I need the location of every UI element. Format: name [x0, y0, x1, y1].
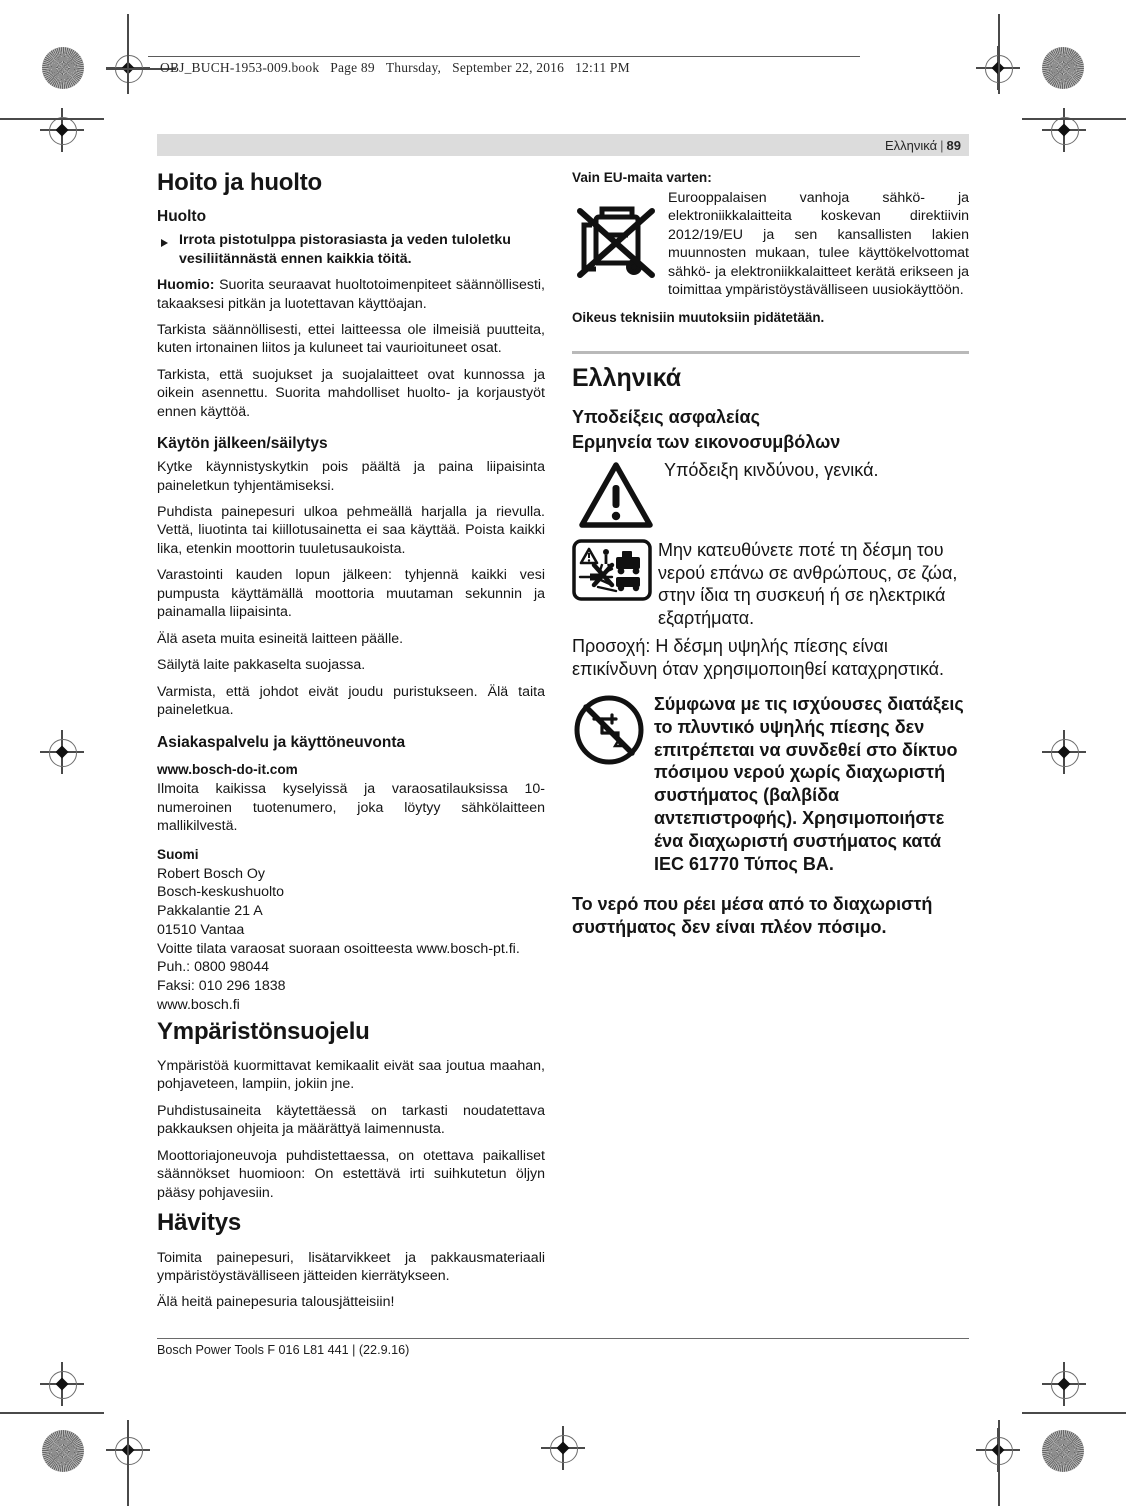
heading-country-finland: Suomi	[157, 846, 199, 862]
greek-warning-general-body	[664, 459, 969, 489]
eu-disposal-text: Eurooppalaisen vanhoja sähkö- ja elektroniikkalaitteita koskevan direktiivin 2012/19/EU ja sen kansallisten lakien muunnosten mukaan, tulee käyttökelvottomat sähkö- ja elektroniikkalaitteet kerätä erikseen ja toimittaa ympäristöystävälliseen uusiokäyttöön.	[668, 190, 969, 299]
registration-crosshair-right-middle	[1042, 730, 1086, 774]
file-header-time: 12:11 PM	[575, 60, 630, 75]
note-text: Suorita seuraavat huoltotoimenpiteet säännöllisesti, takaaksesi pitkän ja luotettavan käyttöajan.	[157, 277, 545, 312]
heading-eu-only: Vain EU-maita varten:	[572, 170, 712, 185]
triangle-bullet-icon	[157, 231, 179, 268]
env-para-3: Moottoriajoneuvoja puhdistettaessa, on otettava paikalliset säännökset huomioon: On estettävä irti suihkutetun öljyn pääsy pohjavesiin.	[157, 1147, 545, 1201]
registration-burst-top-left	[42, 47, 84, 89]
address-line-phone: Puh.: 0800 98044	[157, 959, 270, 976]
technical-changes-note: Oikeus teknisiin muutoksiin pidätetään.	[572, 309, 825, 325]
registration-crosshair-right-lower	[1042, 1362, 1086, 1406]
heading-greek-safety: Υποδείξεις ασφαλείας	[572, 406, 760, 427]
heading-maintenance: Huolto	[157, 208, 207, 226]
address-line-fax: Faksi: 010 296 1838	[157, 978, 286, 995]
file-header-filename: OBJ_BUCH-1953-009.book	[160, 60, 320, 75]
para-check-1: Tarkista säännöllisesti, ettei laitteessa ole ilmeisiä puutteita, kuten irtonainen liitos ja kuluneet tai vaurioituneet osat.	[157, 322, 545, 357]
greek-backflow-body	[654, 693, 969, 883]
page-number: 89	[946, 137, 961, 153]
crop-rule-right-upper	[1022, 118, 1126, 120]
crop-rule-left-lower	[0, 1412, 104, 1414]
disposal-para-1: Toimita painepesuri, lisätarvikkeet ja pakkausmateriaali ympäristöystävälliseen jätteiden kierrätykseen.	[157, 1249, 545, 1284]
greek-backflow-row	[572, 693, 969, 883]
greek-spray-warning-body	[658, 539, 969, 637]
file-header	[160, 60, 641, 76]
storage-para-5: Säilytä laite pakkaselta suojassa.	[157, 657, 366, 674]
address-block	[157, 865, 545, 1015]
greek-backflow-text: Σύμφωνα με τις ισχύουσες διατάξεις το πλυντικό υψηλής πίεσης δεν επιτρέπεται να συνδεθεί στο δίκτυο πόσιμου νερού χωρίς διαχωριστή συστήματος (βαλβίδα αντεπιστροφής). Χρησιμοποιήστε ένα διαχωριστή συστήματος κατά IEC 61770 Τύπος BA.	[654, 693, 964, 874]
address-line: 01510 Vantaa	[157, 921, 245, 938]
service-website[interactable]: www.bosch-do-it.com	[157, 762, 298, 778]
heading-storage: Käytön jälkeen/säilytys	[157, 435, 328, 453]
registration-crosshair-right-upper	[1042, 108, 1086, 152]
file-header-date: September 22, 2016	[452, 60, 565, 75]
crop-rule-left-upper	[0, 118, 104, 120]
running-head	[157, 134, 969, 156]
heading-environment: Ympäristönsuojelu	[157, 1017, 370, 1045]
footer-text: Bosch Power Tools F 016 L81 441 | (22.9.16)	[157, 1343, 410, 1358]
greek-caution-text: Προσοχή: Η δέσμη υψηλής πίεσης είναι επικίνδυνη όταν χρησιμοποιηθεί καταχρηστικά.	[572, 636, 945, 680]
crop-rule-bottom-right-v	[998, 1420, 1000, 1506]
env-para-2: Puhdistusaineita käytettäessä on tarkasti noudatettava pakkauksen ohjeita ja määrättyä laimennusta.	[157, 1102, 545, 1138]
note-paragraph	[157, 276, 545, 313]
eu-disposal-block	[572, 189, 969, 300]
greek-warning-general-row	[572, 459, 969, 533]
registration-crosshair-left-lower	[40, 1362, 84, 1406]
file-header-weekday: Thursday,	[385, 60, 442, 75]
heading-disposal: Hävitys	[157, 1209, 241, 1237]
note-label: Huomio:	[157, 277, 215, 294]
file-header-rule	[148, 56, 860, 57]
crop-rule-bottom-left-v	[127, 1420, 129, 1506]
address-line: Bosch-keskushuolto	[157, 884, 284, 901]
bullet-warning-text: Irrota pistotulppa pistorasiasta ja veden tuloletku vesiliitännästä ennen kaikkia töitä.	[179, 232, 511, 267]
heading-greek-symbols: Ερμηνεία των εικονοσυμβόλων	[572, 431, 841, 452]
warning-triangle-icon	[572, 459, 664, 533]
storage-para-6: Varmista, että johdot eivät joudu puristukseen. Älä taita paineletkua.	[157, 683, 545, 719]
greek-spray-warning-row	[572, 539, 969, 637]
crop-rule-right-lower	[1022, 1412, 1126, 1414]
registration-burst-top-right	[1042, 47, 1084, 89]
greek-warning-general-text: Υπόδειξη κινδύνου, γενικά.	[664, 459, 879, 480]
storage-para-4: Älä aseta muita esineitä laitteen päälle.	[157, 630, 404, 647]
storage-para-1: Kytke käynnistyskytkin pois päältä ja paina liipaisinta paineletkun tyhjentämiseksi.	[157, 459, 545, 494]
address-line: Robert Bosch Oy	[157, 865, 266, 882]
two-column-layout	[157, 170, 969, 1320]
bullet-warning	[157, 231, 545, 268]
greek-spray-warning-text: Μην κατευθύνετε ποτέ τη δέσμη του νερού επάνω σε ανθρώπους, σε ζώα, στην ίδια τη συσκευή ή σε ηλεκτρικά εξαρτήματα.	[658, 539, 958, 629]
storage-para-2: Puhdista painepesuri ulkoa pehmeällä harjalla ja rievulla. Vettä, liuotinta tai kiillotusainetta ei saa käyttää. Poista kaikki lika, etenkin moottorin tuuletusaukoista.	[157, 504, 545, 557]
heading-customer-service: Asiakaspalvelu ja käyttöneuvonta	[157, 733, 406, 751]
registration-burst-bottom-left	[42, 1430, 84, 1472]
registration-crosshair-left-middle	[40, 730, 84, 774]
registration-burst-bottom-right	[1042, 1430, 1084, 1472]
running-head-separator: |	[940, 137, 944, 153]
crop-rule-top-left-v	[127, 14, 129, 94]
address-line-website[interactable]: www.bosch.fi	[157, 996, 240, 1013]
storage-para-3: Varastointi kauden lopun jälkeen: tyhjennä kaikki vesi pumpusta käyttämällä moottoria muutaman sekunnin ja painamalla liipaisinta.	[157, 567, 545, 621]
para-check-2: Tarkista, että suojukset ja suojalaitteet ovat kunnossa ja oikein asennettu. Suorita mahdolliset huolto- ja korjaustyöt ennen käyttöä.	[157, 366, 545, 420]
no-drinking-water-connection-icon	[572, 693, 654, 767]
crop-rule-top-right-v	[998, 14, 1000, 94]
address-line: Pakkalantie 21 A	[157, 903, 263, 920]
page-content	[157, 134, 969, 1357]
page-title: Hoito ja huolto	[157, 169, 322, 196]
no-spray-at-people-icon	[572, 539, 658, 601]
crossed-out-wheelie-bin-icon	[572, 189, 668, 287]
left-column	[157, 170, 545, 1320]
env-para-1: Ympäristöä kuormittavat kemikaalit eivät saa joutua maahan, pohjaveteen, lampiin, jokiin jne.	[157, 1057, 545, 1093]
registration-crosshair-bottom-center	[541, 1426, 585, 1470]
file-header-page: Page 89	[330, 60, 375, 75]
running-head-language: Ελληνικά	[884, 137, 938, 153]
section-divider-rule	[572, 351, 969, 354]
right-column	[572, 170, 969, 945]
heading-greek-language: Ελληνικά	[572, 363, 682, 392]
address-line: Voitte tilata varaosat suoraan osoitteesta www.bosch-pt.fi.	[157, 940, 520, 957]
greek-not-potable-text: Το νερό που ρέει μέσα από το διαχωριστή συστήματος δεν είναι πλέον πόσιμο.	[572, 893, 933, 937]
service-text: Ilmoita kaikissa kyselyissä ja varaosatilauksissa 10-numeroinen tuotenumero, joka löytyy sähkölaitteen mallikilvestä.	[157, 781, 545, 835]
registration-crosshair-left-upper	[40, 108, 84, 152]
disposal-para-2: Älä heitä painepesuria talousjätteisiin!	[157, 1294, 395, 1311]
